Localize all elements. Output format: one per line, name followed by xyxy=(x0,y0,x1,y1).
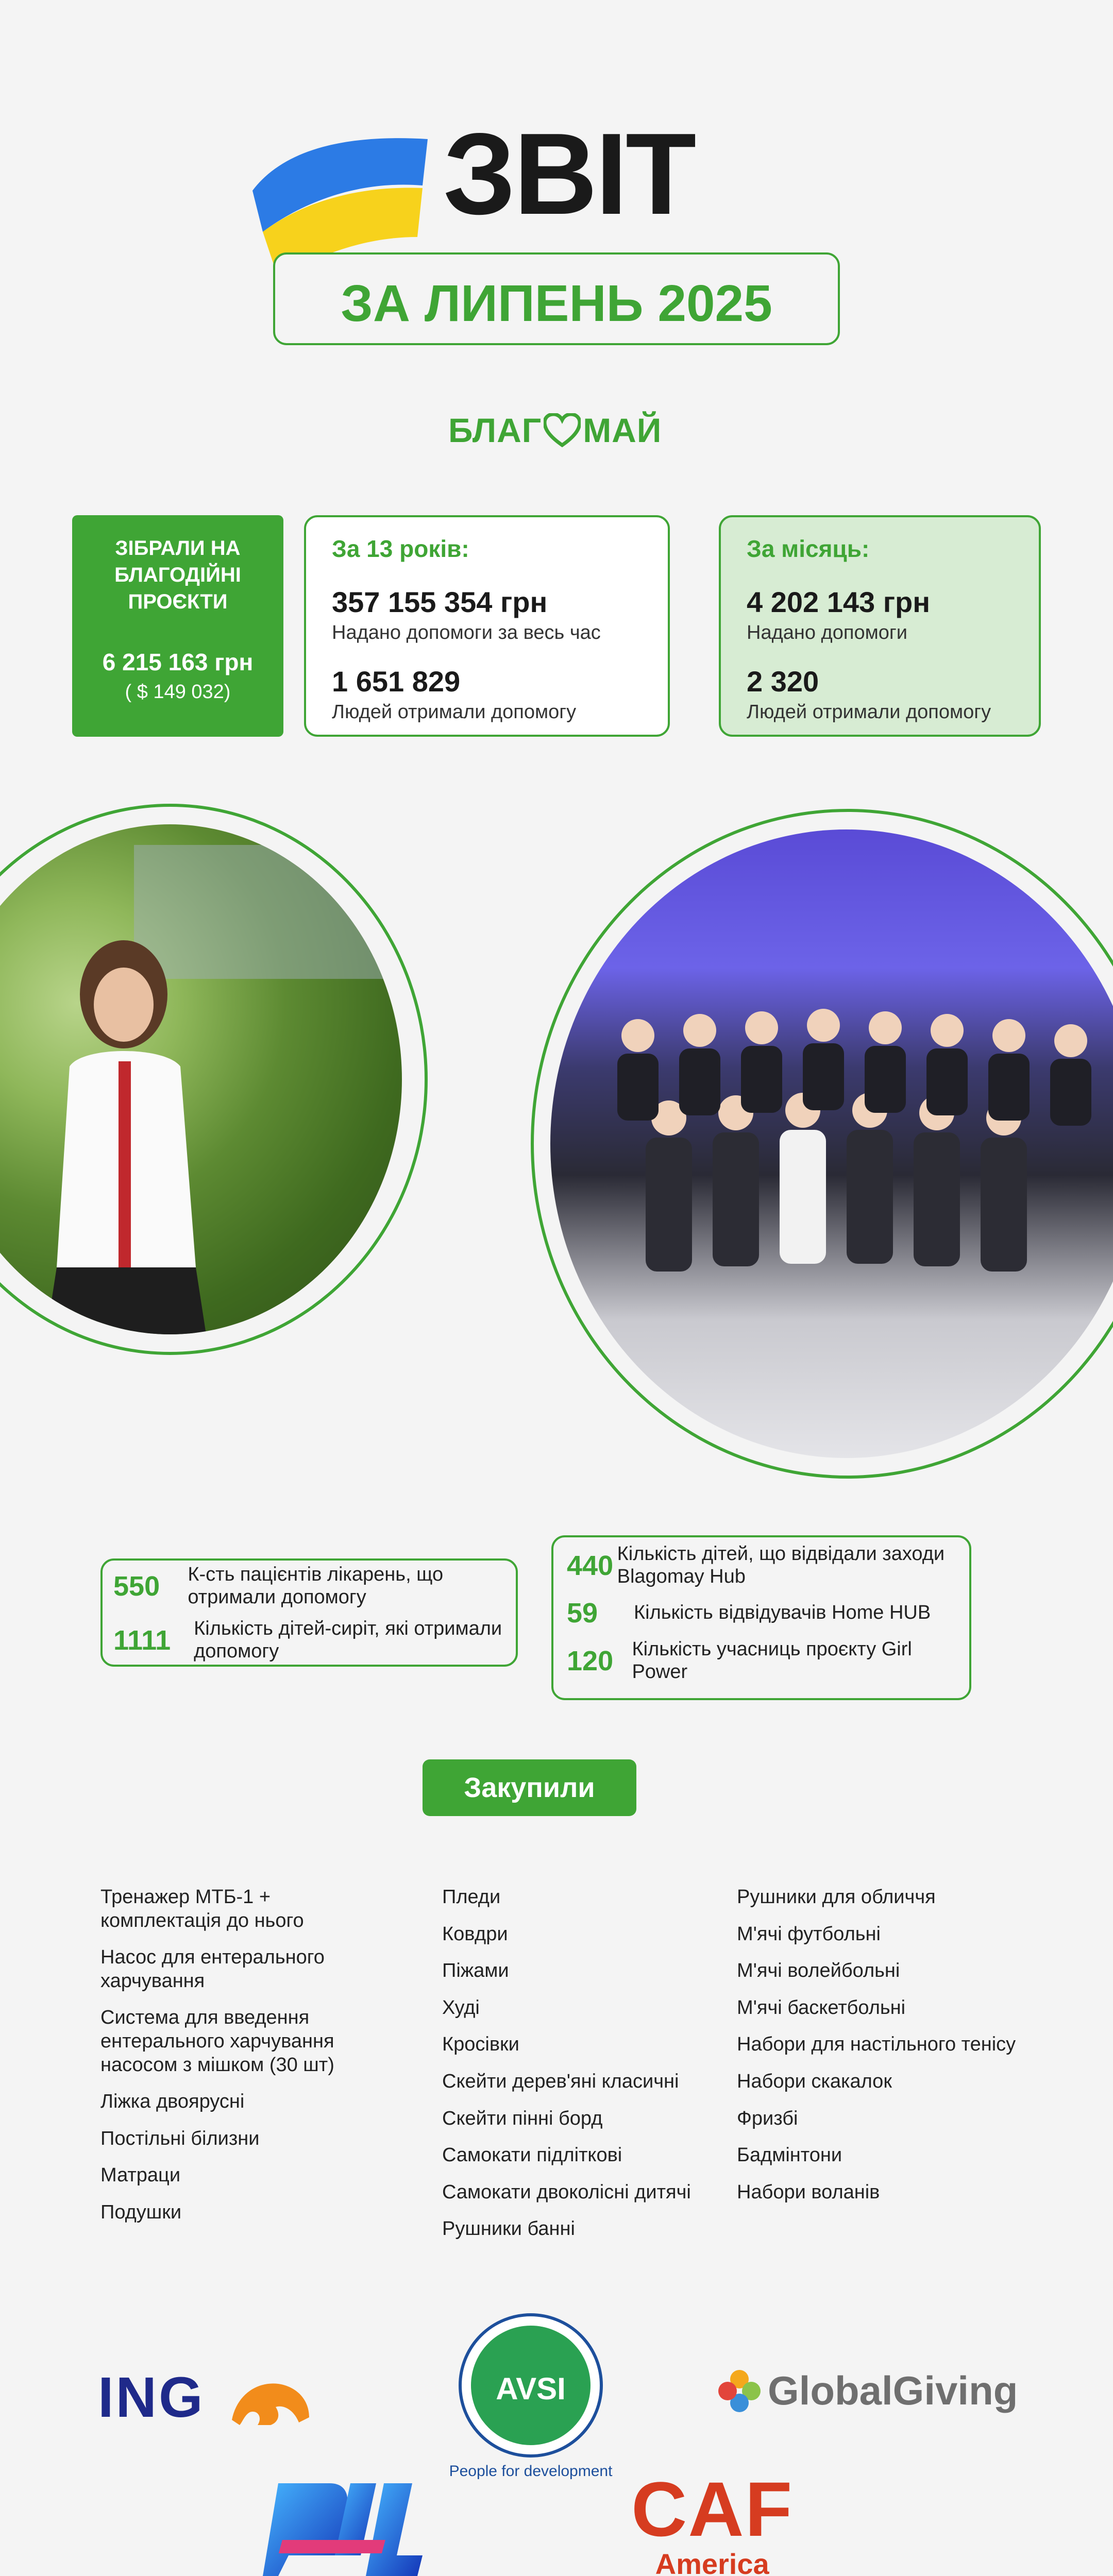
years-heading: За 13 років: xyxy=(332,535,469,562)
years-amount-label: Надано допомоги за весь час xyxy=(332,622,601,643)
blagomay-logo xyxy=(448,407,662,453)
caf-america-wordmark: America xyxy=(655,2548,769,2576)
purchases-title: Закупили xyxy=(423,1759,636,1816)
avsi-wordmark: AVSI xyxy=(496,2371,566,2406)
caf-america-logo xyxy=(631,2466,794,2576)
report-month-box xyxy=(273,252,840,345)
globalgiving-flower-icon xyxy=(716,2368,763,2414)
counter-item xyxy=(567,1597,964,1629)
purchase-item: М'ячі футбольні xyxy=(737,1923,881,1945)
counter-label: Кількість учасниць проєкту Girl Power xyxy=(632,1638,912,1683)
raised-usd: ( $ 149 032) xyxy=(125,681,231,703)
report-month: ЗА ЛИПЕНЬ 2025 xyxy=(341,275,772,332)
purchases-column-2 xyxy=(442,1886,720,2255)
globalgiving-wordmark: GlobalGiving xyxy=(768,2368,1018,2413)
month-people: 2 320 xyxy=(747,665,819,698)
report-title: ЗВІТ xyxy=(443,109,695,239)
purchase-item: Система для введення ентерального харчування насосом з мішком (30 шт) xyxy=(100,2007,334,2076)
month-stat-card xyxy=(719,515,1041,737)
purchase-item: Ліжка двоярусні xyxy=(100,2091,245,2113)
photo-girl-power-group xyxy=(550,829,1113,1458)
counter-value: 1111 xyxy=(113,1624,171,1656)
ing-logo xyxy=(98,2365,314,2430)
dlt-logo-icon xyxy=(258,2478,428,2576)
purchase-item: Худі xyxy=(442,1996,480,2019)
years-people: 1 651 829 xyxy=(332,665,461,698)
purchase-item: Ковдри xyxy=(442,1923,508,1945)
heart-icon xyxy=(544,413,581,447)
purchase-item: Самокати підліткові xyxy=(442,2144,622,2166)
avsi-tagline: People for development xyxy=(449,2463,613,2480)
counter-item xyxy=(113,1564,505,1608)
purchase-item: Кросівки xyxy=(442,2033,519,2056)
years-amount: 357 155 354 грн xyxy=(332,586,548,618)
raised-label: ЗІБРАЛИ НА БЛАГОДІЙНІ ПРОЄКТИ xyxy=(114,537,241,613)
avsi-logo xyxy=(459,2313,603,2458)
globalgiving-logo xyxy=(716,2367,1018,2414)
counter-value: 120 xyxy=(567,1645,614,1676)
ing-lion-icon xyxy=(227,2374,314,2430)
raised-stat-card xyxy=(72,515,283,737)
logo-text-right: МАЙ xyxy=(583,411,662,449)
counter-value: 550 xyxy=(113,1570,160,1602)
purchase-item: Тренажер МТБ-1 + комплектація до нього xyxy=(100,1886,304,1931)
purchase-item: Рушники банні xyxy=(442,2218,575,2240)
purchase-item: Піжами xyxy=(442,1960,509,1982)
purchase-item: Фризбі xyxy=(737,2107,798,2129)
purchase-item: Подушки xyxy=(100,2201,182,2223)
purchase-item: Набори для настільного тенісу xyxy=(737,2033,1016,2056)
ing-wordmark: ING xyxy=(98,2366,205,2429)
purchases-column-3 xyxy=(737,1886,1025,2217)
purchase-item: Набори скакалок xyxy=(737,2070,892,2092)
purchase-item: Набори воланів xyxy=(737,2181,880,2203)
counter-label: Кількість відвідувачів Home HUB xyxy=(634,1602,931,1624)
month-amount: 4 202 143 грн xyxy=(747,586,931,618)
month-amount-label: Надано допомоги xyxy=(747,622,907,643)
counter-label: Кількість дітей-сиріт, які отримали допомогу xyxy=(194,1618,502,1662)
counter-item xyxy=(567,1638,964,1683)
purchase-item: Бадмінтони xyxy=(737,2144,842,2166)
counter-value: 59 xyxy=(567,1598,598,1629)
counter-label: К-сть пацієнтів лікарень, що отримали допомогу xyxy=(188,1564,444,1608)
logo-text-left: БЛАГ xyxy=(448,411,542,449)
counter-label: Кількість дітей, що відвідали заходи Blagomay Hub xyxy=(617,1543,945,1587)
purchase-item: Постільні білизни xyxy=(100,2127,260,2149)
years-stat-card xyxy=(304,515,670,737)
counter-value: 440 xyxy=(567,1550,614,1581)
counter-item xyxy=(567,1543,964,1588)
raised-value: 6 215 163 грн xyxy=(102,649,254,675)
purchase-item: Самокати двоколісні дитячі xyxy=(442,2181,691,2203)
purchases-column-1 xyxy=(100,1886,389,2238)
counter-item xyxy=(113,1618,505,1663)
month-people-label: Людей отримали допомогу xyxy=(747,701,991,723)
purchase-item: Матраци xyxy=(100,2164,181,2187)
purchase-item: Скейти дерев'яні класичні xyxy=(442,2070,679,2092)
purchase-item: Рушники для обличчя xyxy=(737,1886,936,1908)
month-heading: За місяць: xyxy=(747,535,870,562)
group-figures-icon xyxy=(550,829,1113,1458)
years-people-label: Людей отримали допомогу xyxy=(332,701,577,723)
purchase-item: Пледи xyxy=(442,1886,501,1908)
caf-wordmark: CAF xyxy=(631,2466,794,2552)
purchase-item: Скейти пінні борд xyxy=(442,2107,603,2129)
purchase-item: Насос для ентерального харчування xyxy=(100,1946,325,1992)
purchase-item: М'ячі баскетбольні xyxy=(737,1996,906,2019)
purchase-item: М'ячі волейбольні xyxy=(737,1960,900,1982)
